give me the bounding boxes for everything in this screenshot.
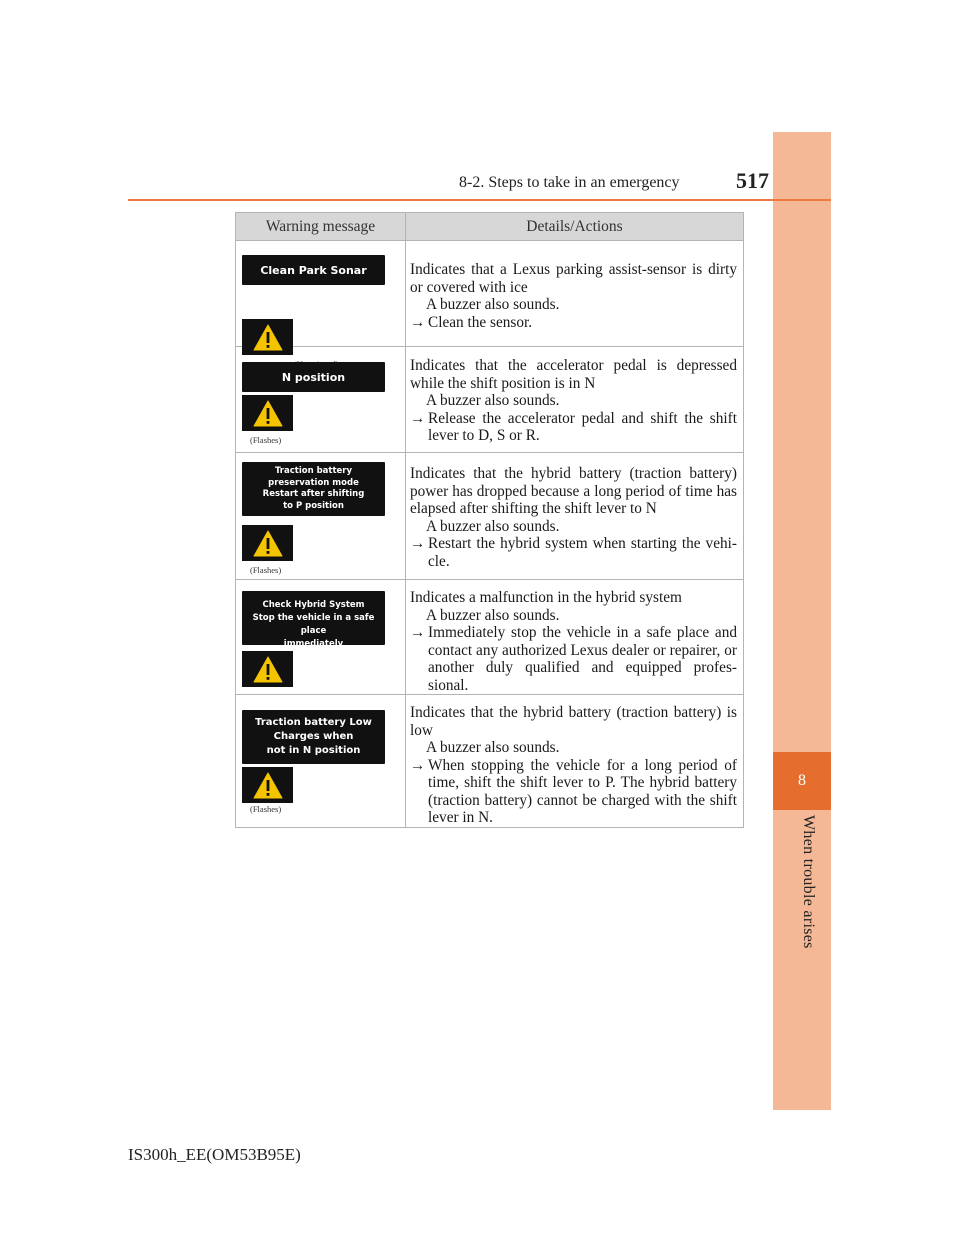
action-text: Restart the hybrid system when starting the vehi- cle. [428,535,737,570]
warning-message-cell [236,580,406,695]
buzzer-text: A buzzer also sounds. [426,517,560,535]
arrow-icon: → [410,409,426,427]
display-message-panel [242,362,385,392]
action-text: Release the accelerator pedal and shift the shift lever to D, S or R. [428,409,737,444]
arrow-icon: → [410,313,426,331]
chapter-title: When trouble arises [800,815,817,949]
display-line: N position [281,371,346,384]
display-line: preservation mode [268,477,359,488]
arrow-icon: → [410,535,426,552]
display-line: Stop the vehicle in a safe place [252,613,375,636]
details-cell [406,347,744,453]
table-header-row [236,213,744,241]
arrow-icon: → [410,756,426,774]
description-text: Indicates that the hybrid battery (traction battery) is low [410,704,737,739]
display-line: not in N position [266,745,361,756]
description-text: Indicates that the accelerator pedal is depressed while the shift position is in N [410,357,737,392]
buzzer-text: A buzzer also sounds. [426,739,560,756]
display-line: immediately [283,639,344,649]
page-number: 517 [736,168,769,193]
display-line: Check Hybrid System [262,600,365,610]
buzzer-text: A buzzer also sounds. [426,296,560,313]
chapter-number: 8 [798,772,806,789]
section-title: 8-2. Steps to take in an emergency [459,174,680,191]
action-text: Immediately stop the vehicle in a safe place and contact any authorized Lexus dealer or repairer, or another duly qualified and equipped profes- sional. [428,624,737,694]
buzzer-text: A buzzer also sounds. [426,606,560,624]
column-header-warning: Warning message [236,213,406,241]
display-line: Traction battery [274,466,353,476]
display-message-panel [242,255,385,285]
buzzer-text: A buzzer also sounds. [426,392,560,409]
details-cell [406,453,744,580]
header-rule [128,199,831,201]
table-row [236,695,744,828]
arrow-icon: → [410,624,426,641]
details-cell [406,241,744,347]
display-line: to P position [283,500,344,511]
warning-table [235,212,744,828]
warning-message-cell [236,453,406,580]
warning-message-cell [236,695,406,828]
warning-triangle-icon [242,525,293,561]
icon-note: (Flashes) [250,435,282,445]
warning-message-cell [236,347,406,453]
warning-triangle-icon [242,651,293,687]
warning-triangle-icon [242,767,293,803]
warning-triangle-icon [242,395,293,431]
display-message-panel [242,591,385,649]
description-text: Indicates that a Lexus parking assist-sensor is dirty or covered with ice [410,261,737,296]
model-code: IS300h_EE(OM53B95E) [128,1145,301,1164]
column-header-details: Details/Actions [406,213,744,241]
action-text: Clean the sensor. [428,313,533,331]
display-message-panel [242,710,385,764]
display-message-panel [242,462,385,516]
display-line: Charges when [273,731,354,742]
icon-note: (Flashes) [250,565,282,575]
action-text: When stopping the vehicle for a long period of time, shift the shift lever to P. The hybrid battery (traction battery) cannot be charged with the shift lever in N. [428,756,737,826]
description-text: Indicates a malfunction in the hybrid system [410,589,682,606]
chapter-number-box [773,752,831,810]
table-row [236,453,744,580]
warning-message-cell [236,241,406,347]
details-cell [406,580,744,695]
table-row [236,580,744,695]
icon-note: (Flashes) [250,804,282,814]
display-line: Traction battery Low [255,717,372,728]
description-text: Indicates that the hybrid battery (traction battery) power has dropped because a long period of time has elapsed after shifting the shift lever to N [410,465,737,517]
details-cell [406,695,744,828]
display-line: Clean Park Sonar [260,264,367,277]
table-row [236,347,744,453]
display-line: Restart after shifting [262,489,365,499]
table-row [236,241,744,347]
